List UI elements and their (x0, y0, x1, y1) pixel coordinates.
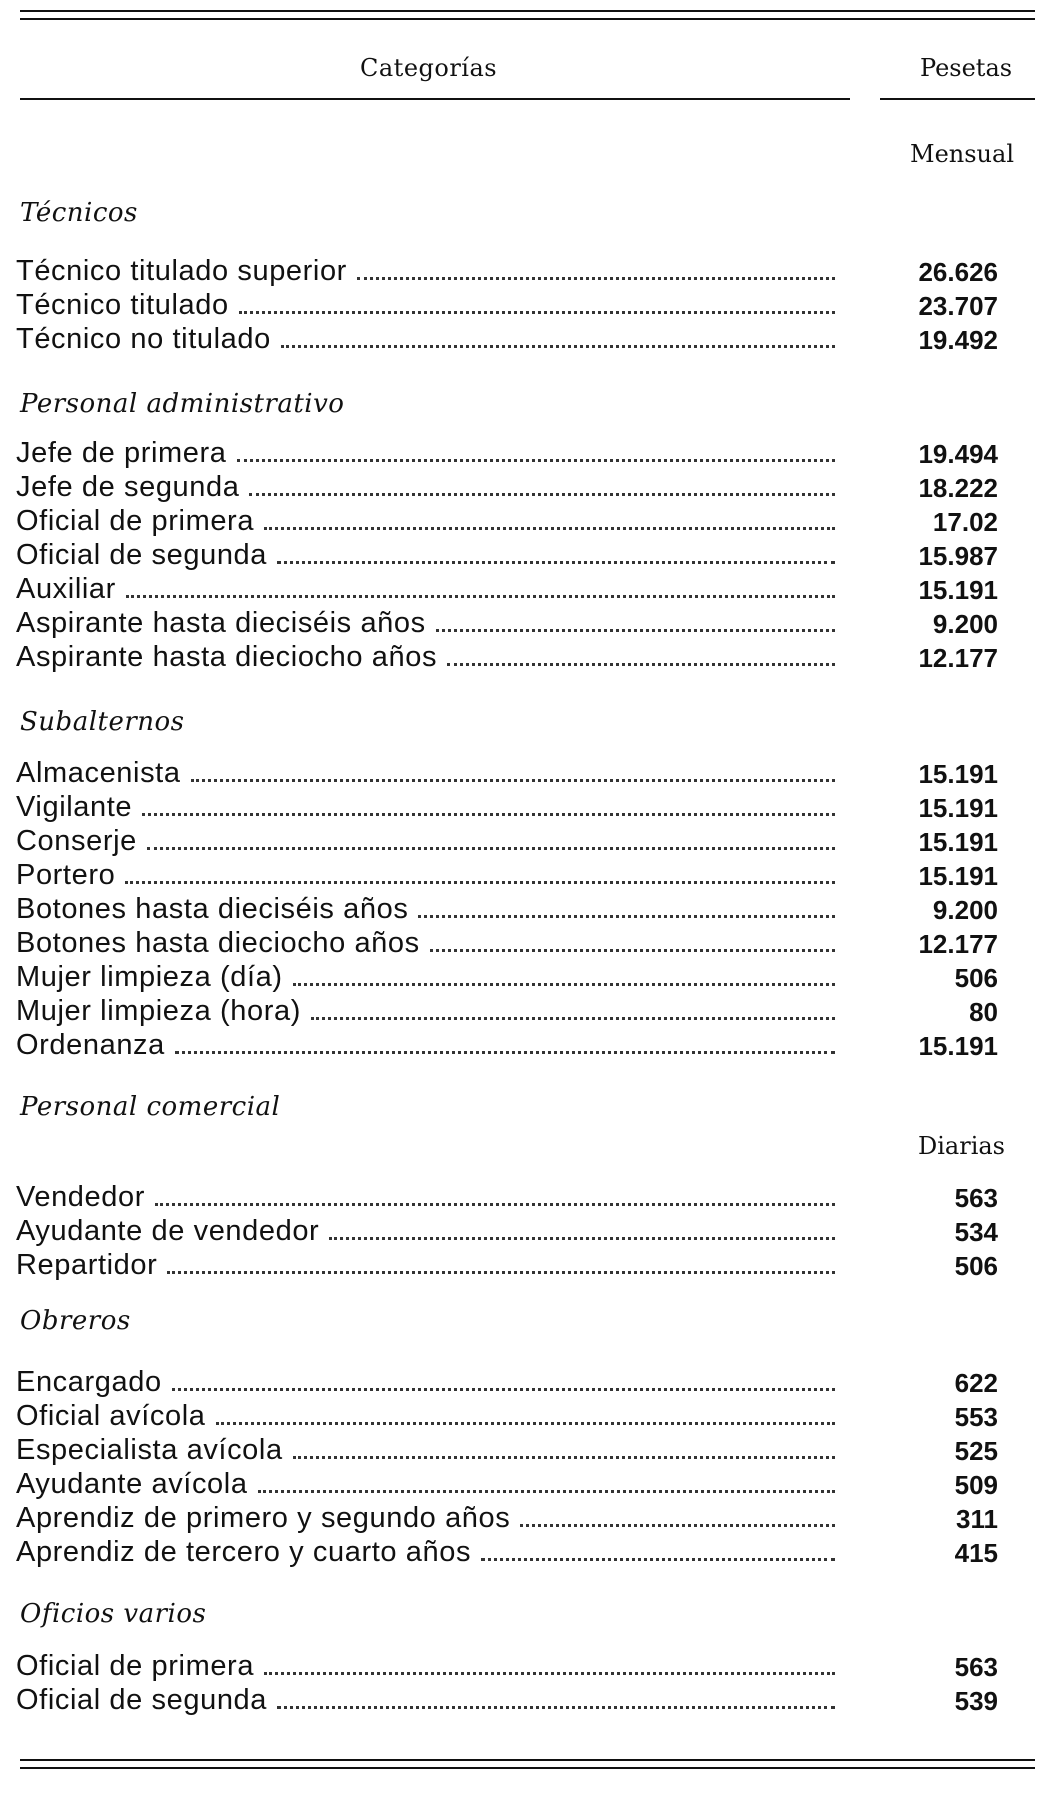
bottom-double-rule (20, 1759, 1035, 1769)
dot-leader (239, 311, 835, 314)
amount-value: 18.222 (918, 473, 998, 503)
dot-leader (293, 1456, 835, 1459)
dot-leader (191, 779, 835, 782)
table-row (16, 289, 1016, 322)
dot-leader (277, 1706, 835, 1709)
dot-leader (142, 813, 835, 816)
amount-value: 509 (954, 1470, 998, 1500)
table-row (16, 1650, 1016, 1683)
category-label: Aprendiz de tercero y cuarto años (16, 1536, 472, 1568)
amount-value: 80 (969, 997, 998, 1027)
amount-value: 12.177 (918, 929, 998, 959)
amount-value: 15.191 (918, 861, 998, 891)
amount-value: 19.494 (918, 439, 998, 469)
category-label: Oficial de primera (16, 1650, 255, 1682)
table-row (16, 1502, 1016, 1535)
amount-value: 12.177 (918, 643, 998, 673)
categories-header: Categorías (360, 54, 498, 82)
amount-value: 15.987 (918, 541, 998, 571)
dot-leader (293, 983, 835, 986)
section-title-obreros: Obreros (20, 1306, 131, 1336)
category-label: Repartidor (16, 1249, 158, 1281)
category-label: Oficial avícola (16, 1400, 206, 1432)
table-row (16, 1215, 1016, 1248)
dot-leader (329, 1237, 835, 1240)
dot-leader (264, 527, 835, 530)
amount-value: 563 (954, 1652, 998, 1682)
table-row (16, 505, 1016, 538)
table-row (16, 927, 1016, 960)
section-title-subalternos: Subalternos (20, 707, 185, 737)
dot-leader (216, 1422, 835, 1425)
table-row (16, 1684, 1016, 1717)
table-row (16, 573, 1016, 606)
dot-leader (447, 663, 835, 666)
table-row (16, 323, 1016, 356)
dot-leader (357, 277, 835, 280)
amount-value: 506 (954, 1251, 998, 1281)
daily-label: Diarias (918, 1132, 1005, 1160)
table-row (16, 1468, 1016, 1501)
section-title-personal-administrativo: Personal administrativo (20, 389, 345, 419)
amount-value: 539 (954, 1686, 998, 1716)
dot-leader (126, 595, 835, 598)
category-label: Jefe de primera (16, 437, 227, 469)
amount-value: 15.191 (918, 759, 998, 789)
table-row (16, 859, 1016, 892)
category-label: Mujer limpieza (hora) (16, 995, 301, 1027)
dot-leader (175, 1051, 835, 1054)
amount-value: 9.200 (932, 609, 998, 639)
amount-value: 15.191 (918, 575, 998, 605)
amount-value: 622 (954, 1368, 998, 1398)
category-label: Almacenista (16, 757, 181, 789)
amount-value: 534 (954, 1217, 998, 1247)
table-row (16, 1029, 1016, 1062)
dot-leader (311, 1017, 835, 1020)
category-label: Ayudante de vendedor (16, 1215, 320, 1247)
table-row (16, 1366, 1016, 1399)
category-label: Técnico titulado superior (16, 255, 347, 287)
amount-value: 23.707 (918, 291, 998, 321)
amount-value: 311 (956, 1504, 998, 1534)
category-label: Botones hasta dieciocho años (16, 927, 420, 959)
dot-leader (172, 1388, 835, 1391)
section-title-tecnicos: Técnicos (20, 198, 138, 228)
table-row (16, 893, 1016, 926)
dot-leader (430, 949, 835, 952)
dot-leader (436, 629, 835, 632)
category-label: Técnico no titulado (16, 323, 271, 355)
category-label: Ayudante avícola (16, 1468, 248, 1500)
table-row (16, 641, 1016, 674)
dot-leader (155, 1203, 835, 1206)
dot-leader (249, 493, 835, 496)
dot-leader (418, 915, 835, 918)
category-label: Jefe de segunda (16, 471, 240, 503)
amount-value: 26.626 (918, 257, 998, 287)
dot-leader (264, 1672, 835, 1675)
category-label: Aprendiz de primero y segundo años (16, 1502, 511, 1534)
dot-leader (481, 1558, 835, 1561)
amount-value: 15.191 (918, 827, 998, 857)
category-label: Mujer limpieza (día) (16, 961, 283, 993)
table-row (16, 539, 1016, 572)
amount-value: 9.200 (932, 895, 998, 925)
table-row (16, 1536, 1016, 1569)
category-label: Portero (16, 859, 116, 891)
category-label: Encargado (16, 1366, 162, 1398)
table-row (16, 995, 1016, 1028)
category-label: Vigilante (16, 791, 133, 823)
table-row (16, 825, 1016, 858)
table-row (16, 1400, 1016, 1433)
table-row (16, 1249, 1016, 1282)
category-label: Auxiliar (16, 573, 116, 605)
category-label: Oficial de segunda (16, 539, 268, 571)
category-label: Aspirante hasta dieciocho años (16, 641, 438, 673)
table-row (16, 607, 1016, 640)
category-label: Técnico titulado (16, 289, 229, 321)
category-label: Aspirante hasta dieciséis años (16, 607, 426, 639)
monthly-label: Mensual (910, 140, 1014, 168)
amount-value: 17.02 (932, 507, 998, 537)
dot-leader (237, 459, 836, 462)
table-row (16, 757, 1016, 790)
dot-leader (258, 1490, 835, 1493)
category-label: Ordenanza (16, 1029, 165, 1061)
amount-value: 415 (954, 1538, 998, 1568)
table-row (16, 1434, 1016, 1467)
amount-value: 15.191 (918, 1031, 998, 1061)
pesetas-header: Pesetas (920, 54, 1013, 82)
category-label: Oficial de primera (16, 505, 255, 537)
section-title-personal-comercial: Personal comercial (20, 1092, 281, 1122)
table-row (16, 1181, 1016, 1214)
category-label: Vendedor (16, 1181, 145, 1213)
amount-value: 15.191 (918, 793, 998, 823)
dot-leader (520, 1524, 835, 1527)
dot-leader (281, 345, 835, 348)
dot-leader (125, 881, 835, 884)
dot-leader (147, 847, 835, 850)
category-label: Botones hasta dieciséis años (16, 893, 409, 925)
amount-value: 506 (954, 963, 998, 993)
table-row (16, 471, 1016, 504)
table-row (16, 961, 1016, 994)
dot-leader (277, 561, 835, 564)
table-row (16, 437, 1016, 470)
category-label: Especialista avícola (16, 1434, 283, 1466)
category-label: Oficial de segunda (16, 1684, 268, 1716)
category-label: Conserje (16, 825, 137, 857)
section-title-oficios-varios: Oficios varios (20, 1599, 207, 1629)
table-row (16, 255, 1016, 288)
top-double-rule (20, 10, 1035, 20)
pesetas-underline (880, 98, 1035, 100)
amount-value: 19.492 (918, 325, 998, 355)
amount-value: 563 (954, 1183, 998, 1213)
amount-value: 525 (954, 1436, 998, 1466)
amount-value: 553 (954, 1402, 998, 1432)
table-row (16, 791, 1016, 824)
dot-leader (167, 1271, 835, 1274)
categories-underline (20, 98, 850, 100)
